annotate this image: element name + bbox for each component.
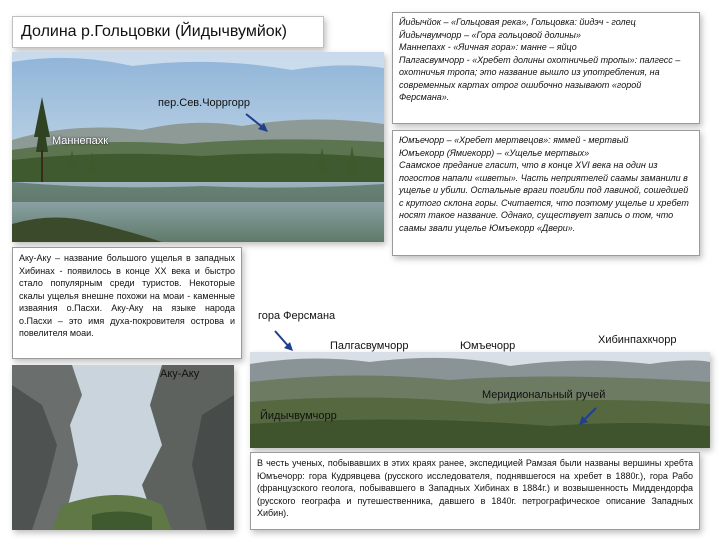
legend-text: Саамское предание гласит, что в конце XVI века на один из погостов напали «шветы». Часть неприятелей саамы заманили в ущелье и убили. Остальные враги погибли под лавиной, сошедшей с крутого склона горы. Считается, что поэтому ущелье и хребет носят такое название. Однако, существует запись о том, что саамы звали ущелье Юмъекорр «Двери». bbox=[399, 160, 689, 233]
label-pass: пер.Сев.Чорргорр bbox=[158, 97, 251, 109]
bottom-text-box bbox=[250, 452, 700, 530]
yidychyok-text: Йидычйок – «Гольцовая река», Гольцовка: йидэч - голец bbox=[399, 17, 636, 27]
yumyekorr-text: Юмъекорр (Ямиекорр) – «Ущелье мертвых» bbox=[399, 147, 590, 158]
label-khibinpakh: Хибинпахкчорр bbox=[598, 334, 677, 346]
mid-right-text-box bbox=[392, 130, 700, 256]
mannepakh-text: Маннепахк - «Яичная гора»: манне – яйцо bbox=[399, 42, 577, 52]
gorge-image bbox=[12, 365, 234, 530]
label-yidych: Йидычвумчорр bbox=[260, 410, 337, 422]
meridian-arrow-icon bbox=[574, 406, 600, 428]
aku-aku-text-box bbox=[12, 247, 242, 359]
yidychvumchorr-text: Йидычвумчорр – «Гора гольцовой долины» bbox=[399, 29, 581, 40]
top-right-text-box bbox=[392, 12, 700, 124]
panorama-image bbox=[250, 352, 710, 448]
aku-aku-text: Аку-Аку – название большого ущелья в западных Хибинах - появилось в конце XX века и быстро стало популярным среди туристов. Некоторые скалы ущелья внешне похожи на моаи - каменные изваяния о.Пасхи. Аку-Аку на языке народа о.Пасхи – это имя духа-покровителя острова и повелителя моаи. bbox=[19, 253, 235, 338]
label-palgas: Палгасвумчорр bbox=[330, 340, 409, 352]
lake-photo bbox=[12, 52, 384, 242]
page-title bbox=[12, 16, 324, 48]
panorama-photo bbox=[250, 352, 710, 448]
label-fersman: гора Ферсмана bbox=[258, 310, 336, 322]
label-mannepakh: Маннепахк bbox=[52, 135, 109, 147]
bottom-text: В честь ученых, побывавших в этих краях ранее, экспедицией Рамзая были названы вершины хребта Юмъечорр: гора Кудрявцева (русского исследователя, поднявшегося на хребет в 1880г.), гора Рабо (французского геолога, побывавшего в Западных Хибинах в 1884г.) и возвышенность Миддендорфа (русского географа и путешественника, давшего в 1840г. петрографическое описание Западных Хибин). bbox=[257, 458, 693, 518]
lake-landscape-image bbox=[12, 52, 384, 242]
fersman-arrow-icon bbox=[272, 328, 298, 354]
label-meridian: Меридиональный ручей bbox=[482, 389, 606, 401]
gorge-photo bbox=[12, 365, 234, 530]
page-title-text: Долина р.Гольцовки (Йидычвумйок) bbox=[21, 23, 288, 40]
label-yumyechorr: Юмъечорр bbox=[460, 340, 516, 352]
yumyechorr-text: Юмъечорр – «Хребет мертвецов»: яммей - мертвый bbox=[399, 135, 629, 145]
palgasvumchorr-text: Палгасвумчорр - «Хребет долины охотничьей тропы»: палгесс – охотничья тропа; это название вышло из употребления, на современных картах отрог ошибочно называют «горой Ферсмана». bbox=[399, 54, 681, 102]
label-aku-aku: Аку-Аку bbox=[160, 368, 200, 380]
pass-arrow-icon bbox=[244, 112, 274, 134]
